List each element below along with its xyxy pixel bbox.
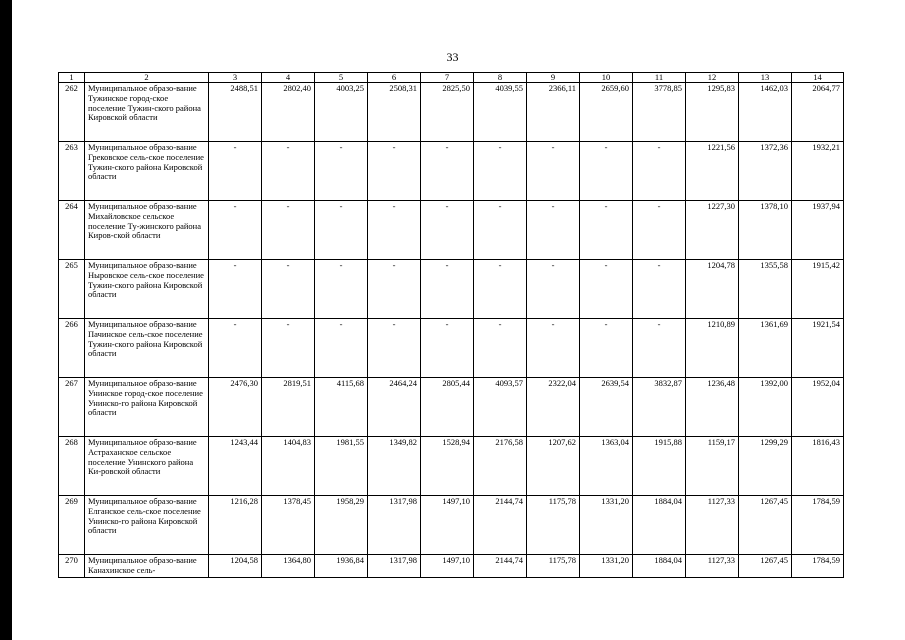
- value-cell: 1207,62: [527, 437, 580, 496]
- municipality-name: Муниципальное образо-вание Астраханское сельское поселение Унинского района Ки-ровской области: [85, 437, 209, 496]
- row-number: 263: [59, 142, 85, 201]
- value-cell: 1175,78: [527, 496, 580, 555]
- value-cell: 3778,85: [633, 83, 686, 142]
- value-cell: 2476,30: [209, 378, 262, 437]
- value-cell: -: [262, 260, 315, 319]
- row-number: 269: [59, 496, 85, 555]
- row-number: 267: [59, 378, 85, 437]
- value-cell: -: [315, 142, 368, 201]
- row-number: 268: [59, 437, 85, 496]
- column-header: 9: [527, 73, 580, 83]
- value-cell: 2819,51: [262, 378, 315, 437]
- value-cell: -: [368, 142, 421, 201]
- column-header: 11: [633, 73, 686, 83]
- value-cell: 4115,68: [315, 378, 368, 437]
- value-cell: 1937,94: [792, 201, 844, 260]
- municipality-name: Муниципальное образо-вание Канахинское сель-: [85, 555, 209, 578]
- value-cell: -: [209, 142, 262, 201]
- value-cell: -: [262, 142, 315, 201]
- value-cell: 4093,57: [474, 378, 527, 437]
- value-cell: -: [580, 260, 633, 319]
- value-cell: 4003,25: [315, 83, 368, 142]
- value-cell: 2064,77: [792, 83, 844, 142]
- value-cell: 1299,29: [739, 437, 792, 496]
- value-cell: 1267,45: [739, 555, 792, 578]
- value-cell: 1816,43: [792, 437, 844, 496]
- value-cell: -: [527, 142, 580, 201]
- municipality-name: Муниципальное образо-вание Пачинское сель-ское поселение Тужин-ского района Кировской области: [85, 319, 209, 378]
- municipality-name: Муниципальное образо-вание Грековское сель-ское поселение Тужин-ского района Кировской области: [85, 142, 209, 201]
- table-row: [59, 83, 844, 142]
- value-cell: 2464,24: [368, 378, 421, 437]
- value-cell: 2508,31: [368, 83, 421, 142]
- value-cell: 2659,60: [580, 83, 633, 142]
- value-cell: 1295,83: [686, 83, 739, 142]
- table-row: [59, 319, 844, 378]
- value-cell: 1317,98: [368, 496, 421, 555]
- value-cell: 1884,04: [633, 496, 686, 555]
- table-row: [59, 260, 844, 319]
- value-cell: 1497,10: [421, 496, 474, 555]
- table-row: [59, 378, 844, 437]
- municipality-name: Муниципальное образо-вание Тужинское город-ское поселение Тужин-ского района Кировской области: [85, 83, 209, 142]
- column-header: 3: [209, 73, 262, 83]
- value-cell: 1363,04: [580, 437, 633, 496]
- value-cell: 2366,11: [527, 83, 580, 142]
- value-cell: 1355,58: [739, 260, 792, 319]
- value-cell: -: [580, 319, 633, 378]
- value-cell: -: [633, 260, 686, 319]
- value-cell: -: [209, 319, 262, 378]
- value-cell: 1952,04: [792, 378, 844, 437]
- municipality-name: Муниципальное образо-вание Унинское город-ское поселение Унинско-го района Кировской области: [85, 378, 209, 437]
- column-header: 12: [686, 73, 739, 83]
- value-cell: 1317,98: [368, 555, 421, 578]
- value-cell: 2488,51: [209, 83, 262, 142]
- municipality-name: Муниципальное образо-вание Михайловское сельское поселение Ту-жинского района Киров-ской области: [85, 201, 209, 260]
- value-cell: 1221,56: [686, 142, 739, 201]
- value-cell: 1267,45: [739, 496, 792, 555]
- value-cell: 1462,03: [739, 83, 792, 142]
- value-cell: -: [474, 260, 527, 319]
- value-cell: -: [368, 201, 421, 260]
- row-number: 264: [59, 201, 85, 260]
- value-cell: 1127,33: [686, 555, 739, 578]
- value-cell: 1784,59: [792, 496, 844, 555]
- value-cell: 1497,10: [421, 555, 474, 578]
- column-header: 4: [262, 73, 315, 83]
- value-cell: 1915,42: [792, 260, 844, 319]
- value-cell: 1227,30: [686, 201, 739, 260]
- value-cell: 1884,04: [633, 555, 686, 578]
- value-cell: 4039,55: [474, 83, 527, 142]
- value-cell: 1921,54: [792, 319, 844, 378]
- table-row: [59, 201, 844, 260]
- value-cell: -: [262, 319, 315, 378]
- column-header: 7: [421, 73, 474, 83]
- value-cell: -: [527, 201, 580, 260]
- value-cell: 1378,45: [262, 496, 315, 555]
- value-cell: 1175,78: [527, 555, 580, 578]
- column-header: 10: [580, 73, 633, 83]
- column-header: 6: [368, 73, 421, 83]
- value-cell: 1361,69: [739, 319, 792, 378]
- value-cell: -: [474, 319, 527, 378]
- table-row: [59, 437, 844, 496]
- value-cell: -: [527, 319, 580, 378]
- value-cell: -: [633, 142, 686, 201]
- value-cell: -: [527, 260, 580, 319]
- column-header: 13: [739, 73, 792, 83]
- column-header: 8: [474, 73, 527, 83]
- value-cell: -: [421, 319, 474, 378]
- value-cell: -: [315, 201, 368, 260]
- value-cell: -: [315, 319, 368, 378]
- table-row: [59, 496, 844, 555]
- column-header: 1: [59, 73, 85, 83]
- value-cell: 2144,74: [474, 555, 527, 578]
- value-cell: 1331,20: [580, 496, 633, 555]
- value-cell: 1204,58: [209, 555, 262, 578]
- value-cell: 2322,04: [527, 378, 580, 437]
- value-cell: -: [474, 201, 527, 260]
- column-header: 2: [85, 73, 209, 83]
- value-cell: 1378,10: [739, 201, 792, 260]
- value-cell: -: [315, 260, 368, 319]
- page-number: 33: [446, 50, 459, 64]
- tariff-table: [58, 72, 844, 578]
- value-cell: 2144,74: [474, 496, 527, 555]
- value-cell: 2805,44: [421, 378, 474, 437]
- table-row: [59, 555, 844, 578]
- value-cell: 1936,84: [315, 555, 368, 578]
- row-number: 266: [59, 319, 85, 378]
- value-cell: 3832,87: [633, 378, 686, 437]
- value-cell: 2639,54: [580, 378, 633, 437]
- value-cell: 1349,82: [368, 437, 421, 496]
- header-row: [59, 73, 844, 83]
- value-cell: 1528,94: [421, 437, 474, 496]
- value-cell: 1784,59: [792, 555, 844, 578]
- municipality-name: Муниципальное образо-вание Елганское сель-ское поселение Унинско-го района Кировской области: [85, 496, 209, 555]
- value-cell: 1915,88: [633, 437, 686, 496]
- value-cell: -: [633, 319, 686, 378]
- value-cell: 1364,80: [262, 555, 315, 578]
- value-cell: 1932,21: [792, 142, 844, 201]
- row-number: 265: [59, 260, 85, 319]
- row-number: 270: [59, 555, 85, 578]
- value-cell: 1127,33: [686, 496, 739, 555]
- value-cell: 1372,36: [739, 142, 792, 201]
- value-cell: 1392,00: [739, 378, 792, 437]
- value-cell: 1981,55: [315, 437, 368, 496]
- column-header: 14: [792, 73, 844, 83]
- value-cell: 1331,20: [580, 555, 633, 578]
- value-cell: 1236,48: [686, 378, 739, 437]
- value-cell: 2825,50: [421, 83, 474, 142]
- value-cell: -: [580, 142, 633, 201]
- value-cell: -: [209, 201, 262, 260]
- value-cell: -: [209, 260, 262, 319]
- value-cell: -: [421, 142, 474, 201]
- value-cell: 1216,28: [209, 496, 262, 555]
- value-cell: -: [421, 260, 474, 319]
- scan-edge-bar: [0, 0, 12, 640]
- value-cell: -: [421, 201, 474, 260]
- value-cell: 1159,17: [686, 437, 739, 496]
- value-cell: -: [262, 201, 315, 260]
- value-cell: -: [368, 260, 421, 319]
- value-cell: 1243,44: [209, 437, 262, 496]
- value-cell: 1204,78: [686, 260, 739, 319]
- value-cell: -: [580, 201, 633, 260]
- municipality-name: Муниципальное образо-вание Ныровское сель-ское поселение Тужин-ского района Кировской области: [85, 260, 209, 319]
- table-row: [59, 142, 844, 201]
- value-cell: 1958,29: [315, 496, 368, 555]
- column-header: 5: [315, 73, 368, 83]
- table-body: [59, 83, 844, 578]
- value-cell: -: [633, 201, 686, 260]
- value-cell: -: [474, 142, 527, 201]
- row-number: 262: [59, 83, 85, 142]
- value-cell: 2176,58: [474, 437, 527, 496]
- value-cell: -: [368, 319, 421, 378]
- value-cell: 1210,89: [686, 319, 739, 378]
- value-cell: 1404,83: [262, 437, 315, 496]
- value-cell: 2802,40: [262, 83, 315, 142]
